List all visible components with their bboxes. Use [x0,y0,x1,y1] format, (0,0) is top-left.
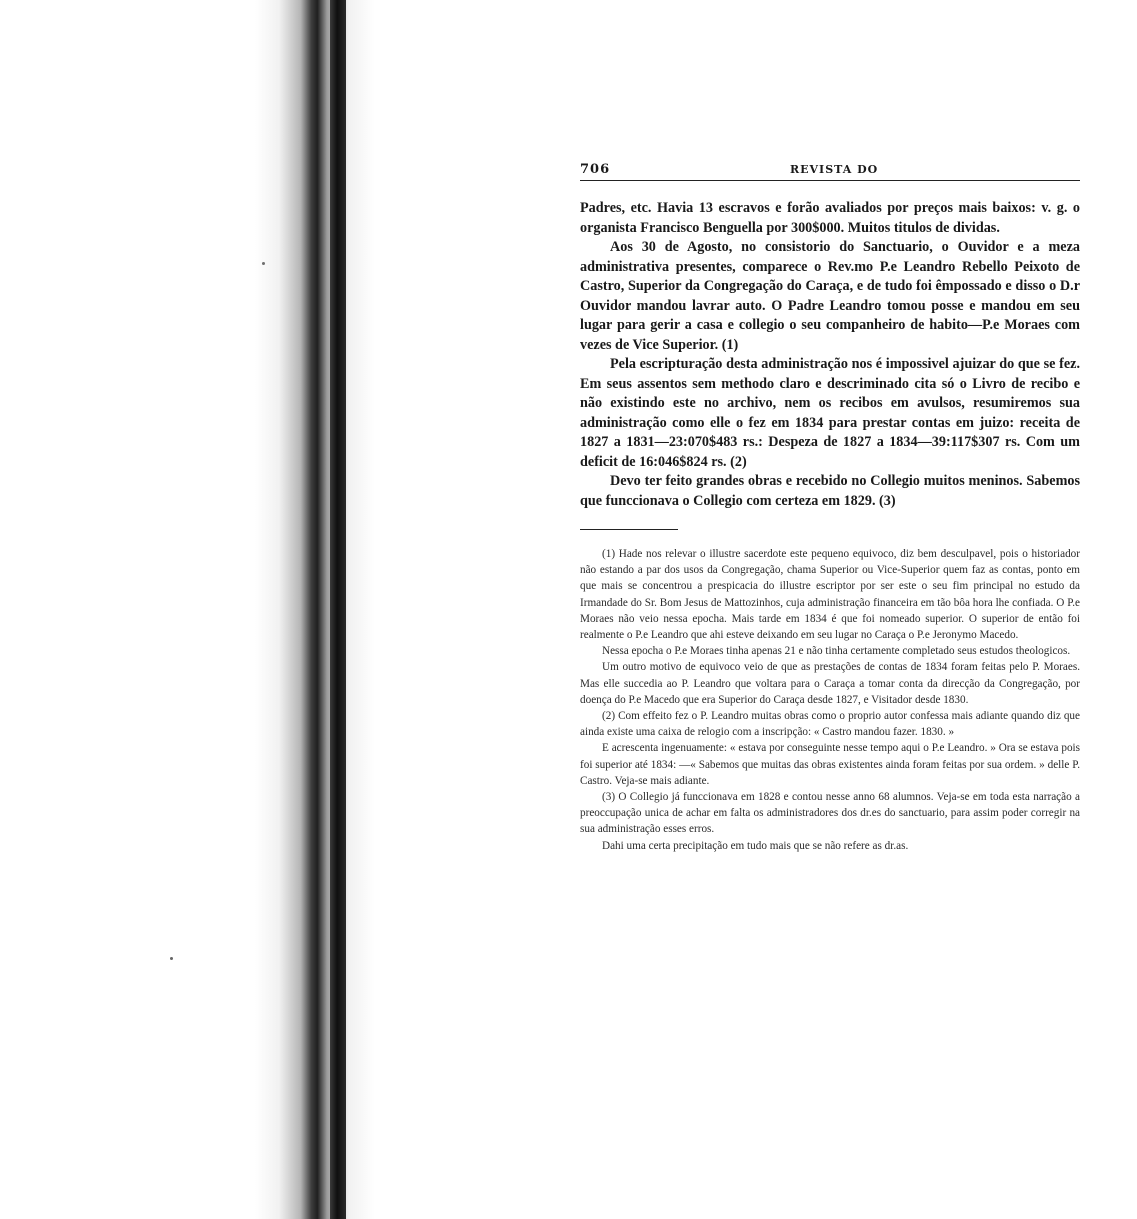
body-paragraph: Devo ter feito grandes obras e recebido no Collegio muitos meninos. Sabemos que funccionava o Collegio com certeza em 1829. (3) [580,473,1080,509]
footnotes [580,546,1080,854]
book-spine [330,0,346,1219]
page-speck [170,957,173,960]
book-gutter-shadow [255,0,375,1219]
main-text [580,199,1080,511]
header-rule [580,180,1080,181]
body-paragraph: Aos 30 de Agosto, no consistorio do Sanctuario, o Ouvidor e a meza administrativa presentes, comparece o Rev.mo P.e Leandro Rebello Peixoto de Castro, Superior da Congregação do Caraça, e de tudo foi êmpossado e disso o D.r Ouvidor mandou lavrar auto. O Padre Leandro tomou posse e mandou em seu lugar para gerir a casa e collegio o seu companheiro de habito—P.e Moraes com vezes de Vice Superior. (1) [580,239,1080,353]
book-page [580,158,1080,854]
footnote: (1) Hade nos relevar o illustre sacerdote este pequeno equivoco, diz bem desculpavel, pois o historiador não estando a par dos usos da Congregação, chama Superior ou Vice-Superior quem faz as contas, ponto em que mais se concentrou a prespicacia do illustre escriptor por ser este o seu fim principal no estudo da Irmandade do Sr. Bom Jesus de Mattozinhos, cuja administração financeira em tão bôa hora lhe confiada. O P.e Moraes não veio nessa epocha. Mais tarde em 1834 é que foi nomeado superior. O superior de então foi realmente o P.e Leandro que ahi esteve deixando em seu lugar no Caraça o P.e Jeronymo Macedo. [580,548,1080,642]
body-paragraph: Padres, etc. Havia 13 escravos e forão avaliados por preços mais baixos: v. g. o organista Francisco Benguella por 300$000. Muitos titulos de dividas. [580,200,1080,236]
footnote: (3) O Collegio já funccionava em 1828 e contou nesse anno 68 alumnos. Veja-se em toda esta narração a preoccupação unica de achar em falta os administradores dos dr.es do sanctuario, para assim poder corregir na sua administração esses erros. [580,791,1080,836]
footnote: (2) Com effeito fez o P. Leandro muitas obras como o proprio autor confessa mais adiante quando diz que ainda existe uma caixa de relogio com a inscripção: « Castro mandou fazer. 1830. » [580,710,1080,739]
footnote: Dahi uma certa precipitação em tudo mais que se não refere as dr.as. [602,839,909,852]
facing-page-blank [0,0,290,1219]
footnote: Um outro motivo de equivoco veio de que as prestações de contas de 1834 foram feitas pelo P. Moraes. Mas elle succedia ao P. Leandro que voltara para o Caraça a tomar conta da direcção da Congregação, por doença do P.e Macedo que era Superior do Caraça desde 1827, e Visitador desde 1830. [580,661,1080,706]
running-title: REVISTA DO [790,163,879,176]
footnote: E acrescenta ingenuamente: « estava por conseguinte nesse tempo aqui o P.e Leandro. » Ora se estava pois foi superior até 1834: —« Sabemos que muitas das obras existentes ainda foram feitas por sua ordem. » delle P. Castro. Veja-se mais adiante. [580,742,1080,787]
footnote-rule [580,529,678,530]
body-paragraph: Pela escripturação desta administração nos é impossivel ajuizar do que se fez. Em seus assentos sem methodo claro e descriminado cita só o Livro de recibo e não existindo este no archivo, nem os recibos em avulsos, resumiremos sua administração como elle o fez em 1834 para prestar contas em juizo: receita de 1827 a 1831—23:070$483 rs.: Despeza de 1827 a 1834—39:117$307 rs. Com um deficit de 16:046$824 rs. (2) [580,356,1080,470]
page-header [580,158,1080,180]
page-number: 706 [580,162,611,177]
footnote: Nessa epocha o P.e Moraes tinha apenas 21 e não tinha certamente completado seus estudos theologicos. [602,645,1071,658]
